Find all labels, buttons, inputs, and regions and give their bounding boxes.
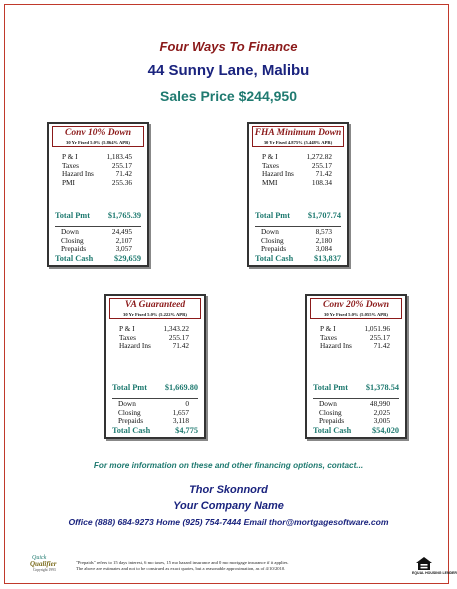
card-title-box	[310, 298, 402, 319]
cash-row	[112, 417, 198, 426]
row-value: 24,495	[111, 227, 132, 236]
row-value: 2,025	[373, 407, 390, 417]
card-title: VA Guaranteed	[124, 300, 186, 310]
agent-name: Thor Skonnord	[189, 484, 268, 496]
total-cash-label: Total Cash	[112, 425, 151, 435]
row-value: 2,180	[315, 235, 332, 245]
row-value: 1,183.45	[106, 152, 132, 161]
row-label: Hazard Ins	[320, 341, 352, 350]
flyer-title: Four Ways To Finance	[159, 39, 298, 54]
payment-rows	[307, 325, 405, 351]
row-value: 1,343.22	[163, 324, 189, 333]
contact-details: Office (888) 684-9273 Home (925) 754-7444 Email thor@mortgagesoftware.com	[68, 517, 389, 527]
row-label: Down	[319, 399, 337, 408]
loan-card-va	[104, 294, 206, 439]
row-label: Taxes	[320, 332, 337, 342]
total-pmt-value: $1,378.54	[365, 383, 399, 392]
row-label: Prepaids	[261, 244, 287, 253]
row-label: P & I	[119, 324, 135, 333]
row-value: 71.42	[315, 169, 332, 178]
property-address: 44 Sunny Lane, Malibu	[147, 62, 310, 79]
card-title: Conv 10% Down	[65, 128, 131, 138]
cash-row	[313, 417, 399, 426]
total-cash-value: $29,659	[114, 253, 141, 263]
card-title: Conv 20% Down	[323, 300, 389, 310]
total-pmt-label: Total Pmt	[255, 211, 290, 220]
row-label: MMI	[262, 177, 278, 187]
row-label: Prepaids	[118, 416, 144, 425]
row-label: Taxes	[62, 160, 79, 170]
row-value: 8,573	[315, 227, 332, 236]
row-label: Taxes	[262, 160, 279, 170]
row-label: Hazard Ins	[119, 341, 151, 350]
payment-row	[249, 179, 347, 188]
card-rate: 30 Yr Fixed 5.0% (5.055% APR)	[324, 312, 388, 317]
total-cash	[55, 254, 141, 264]
row-value: 108.34	[311, 177, 332, 187]
total-cash	[255, 254, 341, 264]
card-rate: 30 Yr Fixed 5.0% (5.864% APR)	[66, 140, 130, 145]
disclaimer	[76, 560, 406, 572]
total-cash-value: $54,020	[372, 425, 399, 435]
row-value: 71.42	[373, 341, 390, 350]
row-label: Closing	[61, 235, 84, 245]
row-value: 1,657	[172, 407, 189, 417]
card-title-box	[52, 126, 144, 147]
row-value: 1,051.96	[364, 324, 390, 333]
row-label: P & I	[262, 152, 278, 161]
row-label: Closing	[261, 235, 284, 245]
row-value: 255.17	[369, 332, 390, 342]
logo-copyright: Copyright 1993	[33, 568, 56, 572]
disclaimer-line: "Prepaids" refers to 15 days interest, 6 mo taxes, 15 mo hazard insurance and 0 mo mortgage insurance if it applies.	[76, 560, 289, 565]
cash-block	[112, 398, 198, 436]
row-label: Closing	[319, 407, 342, 417]
total-cash-value: $13,837	[314, 253, 341, 263]
total-cash-value: $4,775	[175, 425, 198, 435]
row-value: 71.42	[115, 169, 132, 178]
row-label: Closing	[118, 407, 141, 417]
row-label: Down	[118, 399, 136, 408]
payment-row	[106, 342, 204, 351]
row-label: Hazard Ins	[62, 169, 94, 178]
equal-housing-label: EQUAL HOUSING LENDER	[412, 571, 457, 575]
payment-rows	[49, 153, 147, 187]
row-label: PMI	[62, 177, 75, 187]
row-value: 3,057	[115, 244, 132, 253]
row-label: P & I	[62, 152, 78, 161]
row-value: 0	[185, 399, 189, 408]
row-label: Taxes	[119, 332, 136, 342]
row-value: 1,272.82	[306, 152, 332, 161]
total-pmt-value: $1,707.74	[307, 211, 341, 220]
logo-text-quick: Quick	[32, 555, 47, 561]
payment-row	[307, 342, 405, 351]
row-label: P & I	[320, 324, 336, 333]
sales-price: Sales Price $244,950	[159, 88, 297, 104]
company-name: Your Company Name	[173, 500, 284, 512]
total-pmt-label: Total Pmt	[55, 211, 90, 220]
total-cash	[112, 426, 198, 436]
total-pmt-label: Total Pmt	[313, 383, 348, 392]
row-value: 255.17	[168, 332, 189, 342]
logo-text-qualifier: Qualifier	[30, 560, 57, 568]
total-cash-label: Total Cash	[313, 425, 352, 435]
row-value: 255.36	[111, 177, 132, 187]
row-value: 255.17	[311, 160, 332, 170]
contact-prompt: For more information on these and other financing options, contact...	[93, 461, 364, 470]
total-cash	[313, 426, 399, 436]
row-value: 2,107	[115, 235, 132, 245]
payment-row	[49, 179, 147, 188]
card-title: FHA Minimum Down	[254, 128, 342, 138]
cash-row	[55, 245, 141, 254]
row-value: 48,990	[369, 399, 390, 408]
row-value: 71.42	[172, 341, 189, 350]
loan-card-conv-10	[47, 122, 149, 267]
disclaimer-line: The above are estimates and not to be construed as exact quotes, but a reasonable approximation, as of 4/10/2010.	[76, 566, 286, 571]
card-rate: 30 Yr Fixed 5.0% (5.222% APR)	[123, 312, 187, 317]
total-pmt-label: Total Pmt	[112, 383, 147, 392]
cash-block	[55, 226, 141, 264]
total-cash-label: Total Cash	[55, 253, 94, 263]
loan-card-fha	[247, 122, 349, 267]
row-label: Prepaids	[319, 416, 345, 425]
row-label: Down	[261, 227, 279, 236]
loan-card-conv-20	[305, 294, 407, 439]
row-value: 3,005	[373, 416, 390, 425]
payment-rows	[249, 153, 347, 187]
payment-rows	[106, 325, 204, 351]
total-cash-label: Total Cash	[255, 253, 294, 263]
row-label: Down	[61, 227, 79, 236]
row-value: 3,084	[315, 244, 332, 253]
cash-block	[313, 398, 399, 436]
cash-row	[255, 245, 341, 254]
total-pmt-value: $1,669.80	[164, 383, 198, 392]
total-pmt-value: $1,765.39	[107, 211, 141, 220]
row-label: Prepaids	[61, 244, 87, 253]
card-title-box	[252, 126, 344, 147]
row-value: 3,118	[172, 416, 189, 425]
card-rate: 30 Yr Fixed 4.875% (5.448% APR)	[263, 140, 333, 145]
cash-block	[255, 226, 341, 264]
row-value: 255.17	[111, 160, 132, 170]
quick-qualifier-logo	[30, 555, 66, 575]
card-title-box	[109, 298, 201, 319]
row-label: Hazard Ins	[262, 169, 294, 178]
